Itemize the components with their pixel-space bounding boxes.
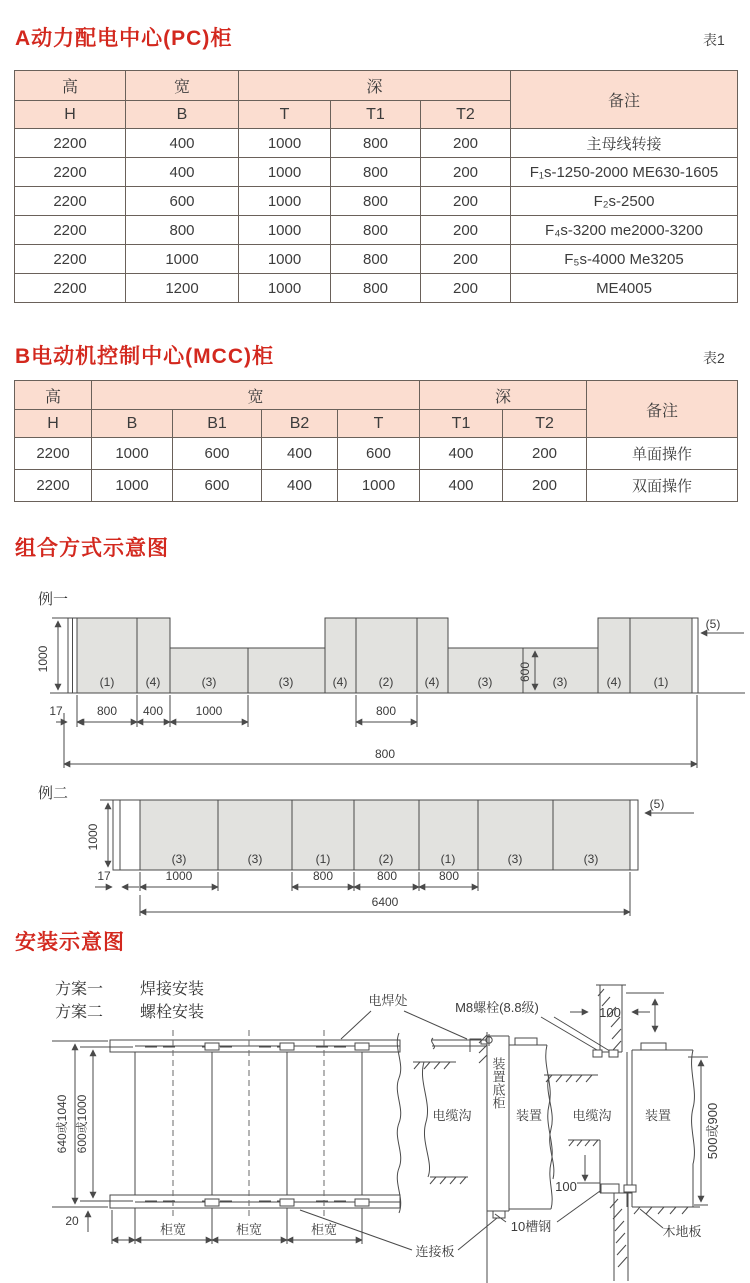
table-row bbox=[15, 216, 738, 245]
table-row bbox=[15, 187, 738, 216]
data-cell: 600 bbox=[173, 438, 262, 470]
data-cell: 1000 bbox=[239, 216, 331, 245]
data-cell: F₄s-3200 me2000-3200 bbox=[511, 216, 738, 245]
cabinet-width-label: 柜宽 bbox=[310, 1222, 338, 1237]
data-cell: 400 bbox=[126, 129, 239, 158]
block-label: (3) bbox=[477, 675, 493, 689]
wood-floor-label: 木地板 bbox=[662, 1224, 702, 1239]
example2-blocks bbox=[113, 800, 638, 870]
mcc-section-title: B电动机控制中心(MCC)柜 bbox=[15, 345, 274, 368]
header-cell: 备注 bbox=[587, 381, 738, 438]
plan-view bbox=[110, 1030, 401, 1218]
data-cell: 单面操作 bbox=[587, 438, 738, 470]
pc-section-title: A动力配电中心(PC)柜 bbox=[15, 27, 233, 50]
data-cell: 200 bbox=[421, 274, 511, 303]
block-label: (1) bbox=[315, 852, 331, 866]
data-cell: 2200 bbox=[15, 158, 126, 187]
mcc-spec-table bbox=[14, 380, 738, 502]
header-cell: T1 bbox=[331, 101, 421, 129]
data-cell: 2200 bbox=[15, 438, 92, 470]
table-row bbox=[15, 245, 738, 274]
data-cell: 2200 bbox=[15, 129, 126, 158]
data-cell: 400 bbox=[262, 438, 338, 470]
table-row bbox=[15, 274, 738, 303]
plan2-desc: 螺栓安装 bbox=[140, 1004, 205, 1021]
plan-dims bbox=[52, 1041, 497, 1250]
data-cell: 1000 bbox=[239, 129, 331, 158]
dim-label: 800 bbox=[96, 704, 118, 718]
data-cell: 2200 bbox=[15, 216, 126, 245]
data-cell: 200 bbox=[421, 129, 511, 158]
data-cell: 200 bbox=[421, 158, 511, 187]
example1-diagram bbox=[0, 575, 750, 775]
data-cell: 1000 bbox=[338, 470, 420, 502]
plan2-label: 方案二 bbox=[55, 1004, 104, 1021]
header-cell: H bbox=[15, 101, 126, 129]
block-label: (4) bbox=[424, 675, 440, 689]
data-cell: 1200 bbox=[126, 274, 239, 303]
data-cell: 双面操作 bbox=[587, 470, 738, 502]
data-cell: 800 bbox=[331, 187, 421, 216]
data-cell: 800 bbox=[126, 216, 239, 245]
block-label: (3) bbox=[507, 852, 523, 866]
header-cell: T2 bbox=[503, 410, 587, 438]
dim-label: 600或1000 bbox=[75, 1094, 89, 1154]
cabinet-width-label: 柜宽 bbox=[235, 1222, 263, 1237]
data-cell: 400 bbox=[420, 470, 503, 502]
data-cell: 600 bbox=[126, 187, 239, 216]
weld-spot-label: 电焊处 bbox=[368, 993, 408, 1008]
pc-spec-table bbox=[14, 70, 738, 303]
channel-steel-label: 10槽钢 bbox=[510, 1219, 552, 1234]
plan1-desc: 焊接安装 bbox=[140, 981, 205, 998]
dim-label: 800 bbox=[374, 747, 396, 761]
block-label: (4) bbox=[606, 675, 622, 689]
dim-label: 600 bbox=[518, 661, 532, 683]
data-cell: 200 bbox=[421, 245, 511, 274]
dim-label: 17 bbox=[49, 704, 63, 718]
header-cell: T bbox=[239, 101, 331, 129]
block-label: (2) bbox=[378, 852, 394, 866]
header-cell: T2 bbox=[421, 101, 511, 129]
device-label: 装置 bbox=[644, 1108, 672, 1123]
block-label: (1) bbox=[440, 852, 456, 866]
base-cabinet-label: 装置底柜 bbox=[490, 1057, 506, 1109]
header-cell: 宽 bbox=[92, 381, 420, 410]
header-cell: 备注 bbox=[511, 71, 738, 129]
block-label: (1) bbox=[99, 675, 115, 689]
dim-label: 100 bbox=[555, 1179, 577, 1194]
block-label: (3) bbox=[583, 852, 599, 866]
header-cell: B bbox=[126, 101, 239, 129]
header-cell: H bbox=[15, 410, 92, 438]
dim-label: 800 bbox=[376, 869, 398, 883]
data-cell: 800 bbox=[331, 216, 421, 245]
header-cell: 深 bbox=[239, 71, 511, 101]
data-cell: 1000 bbox=[239, 158, 331, 187]
data-cell: 2200 bbox=[15, 470, 92, 502]
dim-label: 1000 bbox=[165, 869, 193, 883]
table2-tag: 表2 bbox=[703, 350, 725, 366]
data-cell: 800 bbox=[331, 245, 421, 274]
dim-label: 800 bbox=[312, 869, 334, 883]
data-cell: 400 bbox=[262, 470, 338, 502]
header-cell: B2 bbox=[262, 410, 338, 438]
block-label: (3) bbox=[247, 852, 263, 866]
dim-label: (5) bbox=[705, 617, 721, 631]
data-cell: 800 bbox=[331, 274, 421, 303]
block-label: (1) bbox=[653, 675, 669, 689]
example2-diagram bbox=[0, 775, 750, 925]
dim-label: 6400 bbox=[371, 895, 399, 909]
data-cell: 1000 bbox=[92, 470, 173, 502]
data-cell: 600 bbox=[173, 470, 262, 502]
dim-label: 17 bbox=[97, 869, 111, 883]
data-cell: 1000 bbox=[239, 274, 331, 303]
data-cell: 2200 bbox=[15, 274, 126, 303]
dim-label: 1000 bbox=[86, 823, 100, 851]
block-label: (3) bbox=[201, 675, 217, 689]
data-cell: F₁s-1250-2000 ME630-1605 bbox=[511, 158, 738, 187]
data-cell: ME4005 bbox=[511, 274, 738, 303]
data-cell: 200 bbox=[503, 438, 587, 470]
example1-label: 例一 bbox=[38, 591, 69, 608]
data-cell: 400 bbox=[420, 438, 503, 470]
device-label: 装置 bbox=[515, 1108, 543, 1123]
data-cell: 400 bbox=[126, 158, 239, 187]
table-row bbox=[15, 470, 738, 502]
table-row bbox=[15, 438, 738, 470]
dim-label: 20 bbox=[65, 1214, 79, 1228]
data-cell: 600 bbox=[338, 438, 420, 470]
data-cell: 2200 bbox=[15, 187, 126, 216]
block-label: (4) bbox=[145, 675, 161, 689]
install-labels bbox=[55, 993, 720, 1259]
cable-trench-label: 电缆沟 bbox=[572, 1108, 612, 1123]
header-cell: 高 bbox=[15, 381, 92, 410]
header-cell: 深 bbox=[420, 381, 587, 410]
data-cell: 2200 bbox=[15, 245, 126, 274]
block-label: (3) bbox=[552, 675, 568, 689]
installation-diagram bbox=[0, 955, 750, 1283]
header-cell: T1 bbox=[420, 410, 503, 438]
dim-label: 1000 bbox=[36, 645, 50, 673]
data-cell: 1000 bbox=[126, 245, 239, 274]
bolt-label: M8螺栓(8.8级) bbox=[455, 1000, 539, 1015]
header-cell: T bbox=[338, 410, 420, 438]
data-cell: 800 bbox=[331, 129, 421, 158]
table-row bbox=[15, 158, 738, 187]
data-cell: 200 bbox=[421, 187, 511, 216]
header-cell: B1 bbox=[173, 410, 262, 438]
data-cell: 1000 bbox=[239, 187, 331, 216]
combo-section-title: 组合方式示意图 bbox=[15, 537, 169, 560]
data-cell: 800 bbox=[331, 158, 421, 187]
install-section-title: 安装示意图 bbox=[15, 931, 125, 954]
example2-label: 例二 bbox=[38, 785, 69, 802]
block-label: (4) bbox=[332, 675, 348, 689]
dim-label: 400 bbox=[142, 704, 164, 718]
cable-trench-label: 电缆沟 bbox=[432, 1108, 472, 1123]
block-label: (2) bbox=[378, 675, 394, 689]
header-cell: B bbox=[92, 410, 173, 438]
block-label: (3) bbox=[278, 675, 294, 689]
data-cell: 1000 bbox=[92, 438, 173, 470]
data-cell: 200 bbox=[421, 216, 511, 245]
table1-tag: 表1 bbox=[703, 32, 725, 48]
block-label: (3) bbox=[171, 852, 187, 866]
plan1-label: 方案一 bbox=[55, 981, 104, 998]
cabinet-width-label: 柜宽 bbox=[159, 1222, 187, 1237]
table-row bbox=[15, 129, 738, 158]
dim-label: 640或1040 bbox=[55, 1094, 69, 1154]
dim-label: 500或900 bbox=[705, 1102, 720, 1160]
data-cell: 1000 bbox=[239, 245, 331, 274]
header-cell: 高 bbox=[15, 71, 126, 101]
data-cell: F₂s-2500 bbox=[511, 187, 738, 216]
header-cell: 宽 bbox=[126, 71, 239, 101]
data-cell: F₅s-4000 Me3205 bbox=[511, 245, 738, 274]
data-cell: 主母线转接 bbox=[511, 129, 738, 158]
dim-label: 800 bbox=[375, 704, 397, 718]
connect-plate-label: 连接板 bbox=[415, 1244, 455, 1259]
dim-label: (5) bbox=[649, 797, 665, 811]
dim-label: 100 bbox=[599, 1005, 621, 1020]
dim-label: 1000 bbox=[195, 704, 223, 718]
data-cell: 200 bbox=[503, 470, 587, 502]
dim-label: 800 bbox=[438, 869, 460, 883]
